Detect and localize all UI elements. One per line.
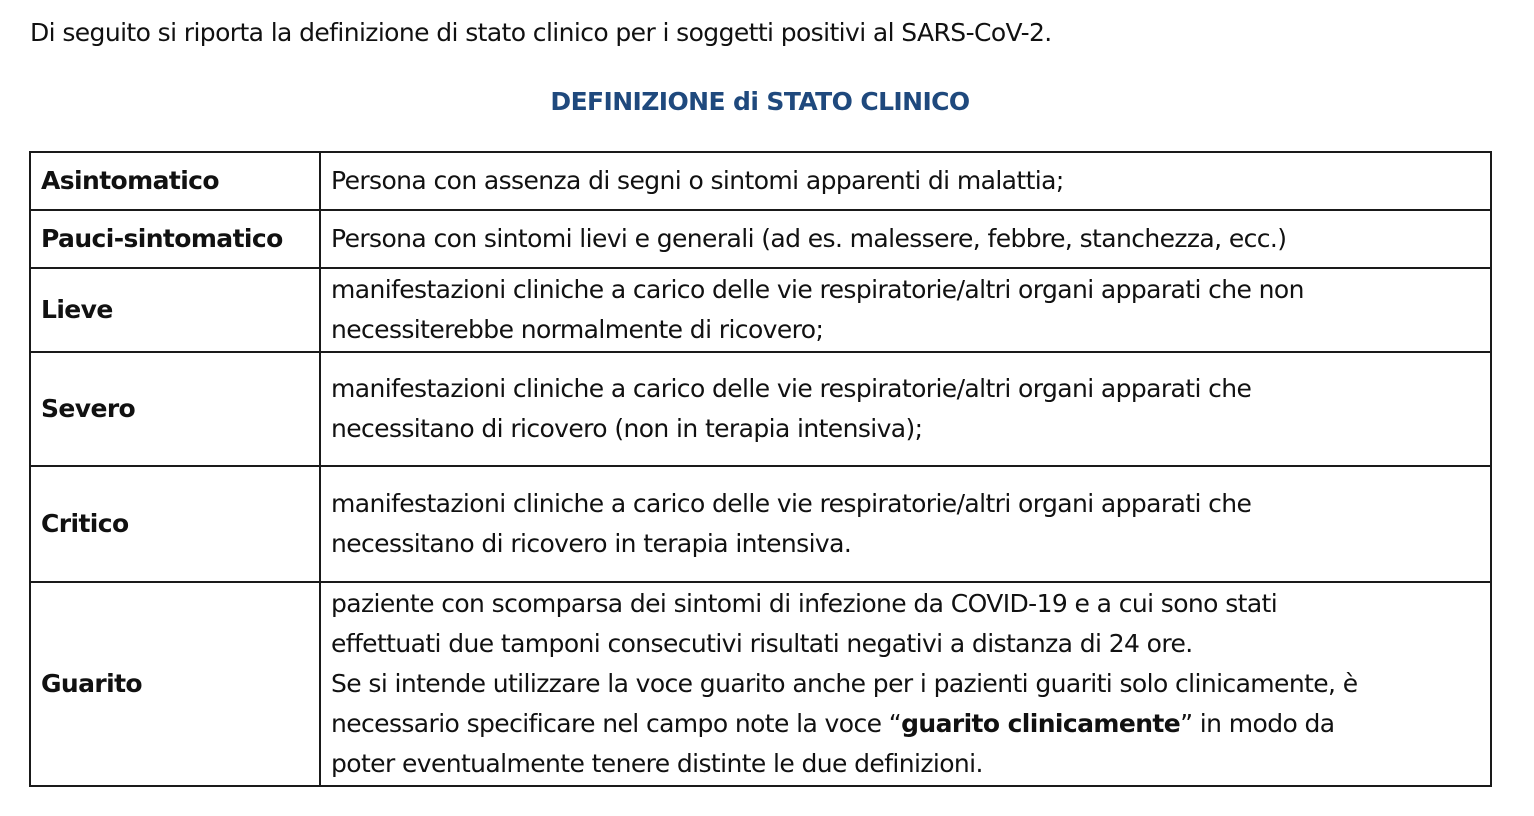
definition-line <box>331 704 1482 744</box>
definition-line: Persona con sintomi lievi e generali (ad es. malessere, febbre, stanchezza, ecc.) <box>331 224 1287 253</box>
table-row <box>30 582 1491 786</box>
term-cell: Asintomatico <box>30 152 320 210</box>
definition-line: Se si intende utilizzare la voce guarito anche per i pazienti guariti solo clinicamente, è <box>331 669 1358 698</box>
table-heading: DEFINIZIONE di STATO CLINICO <box>550 87 970 116</box>
definition-line: necessiterebbe normalmente di ricovero; <box>331 315 824 344</box>
definition-cell <box>320 582 1491 786</box>
table-row <box>30 268 1491 352</box>
term-cell: Severo <box>30 352 320 466</box>
definition-line: manifestazioni cliniche a carico delle vie respiratorie/altri organi apparati che <box>331 374 1252 403</box>
term-cell: Lieve <box>30 268 320 352</box>
clinical-state-table <box>29 151 1492 787</box>
definition-line: necessitano di ricovero in terapia intensiva. <box>331 529 852 558</box>
term-cell: Pauci-sintomatico <box>30 210 320 268</box>
definition-cell <box>320 268 1491 352</box>
definition-line: effettuati due tamponi consecutivi risultati negativi a distanza di 24 ore. <box>331 629 1193 658</box>
definition-text: ” in modo da <box>1180 709 1335 738</box>
definition-line: paziente con scomparsa dei sintomi di infezione da COVID-19 e a cui sono stati <box>331 589 1278 618</box>
table-row <box>30 210 1491 268</box>
table-row <box>30 466 1491 582</box>
definition-line: manifestazioni cliniche a carico delle vie respiratorie/altri organi apparati che non <box>331 275 1304 304</box>
definition-cell <box>320 466 1491 582</box>
definition-cell <box>320 352 1491 466</box>
definition-text: necessario specificare nel campo note la voce “ <box>331 709 902 738</box>
table-row <box>30 352 1491 466</box>
definition-line: poter eventualmente tenere distinte le due definizioni. <box>331 749 983 778</box>
term-cell: Critico <box>30 466 320 582</box>
emphasis-text: guarito clinicamente <box>901 709 1181 738</box>
term-cell: Guarito <box>30 582 320 786</box>
definition-cell <box>320 152 1491 210</box>
intro-text: Di seguito si riporta la definizione di stato clinico per i soggetti positivi al SARS-CoV-2. <box>30 18 1052 47</box>
table-row <box>30 152 1491 210</box>
definition-cell <box>320 210 1491 268</box>
definition-line: Persona con assenza di segni o sintomi apparenti di malattia; <box>331 166 1064 195</box>
definition-line: necessitano di ricovero (non in terapia intensiva); <box>331 414 923 443</box>
definition-line: manifestazioni cliniche a carico delle vie respiratorie/altri organi apparati che <box>331 489 1252 518</box>
